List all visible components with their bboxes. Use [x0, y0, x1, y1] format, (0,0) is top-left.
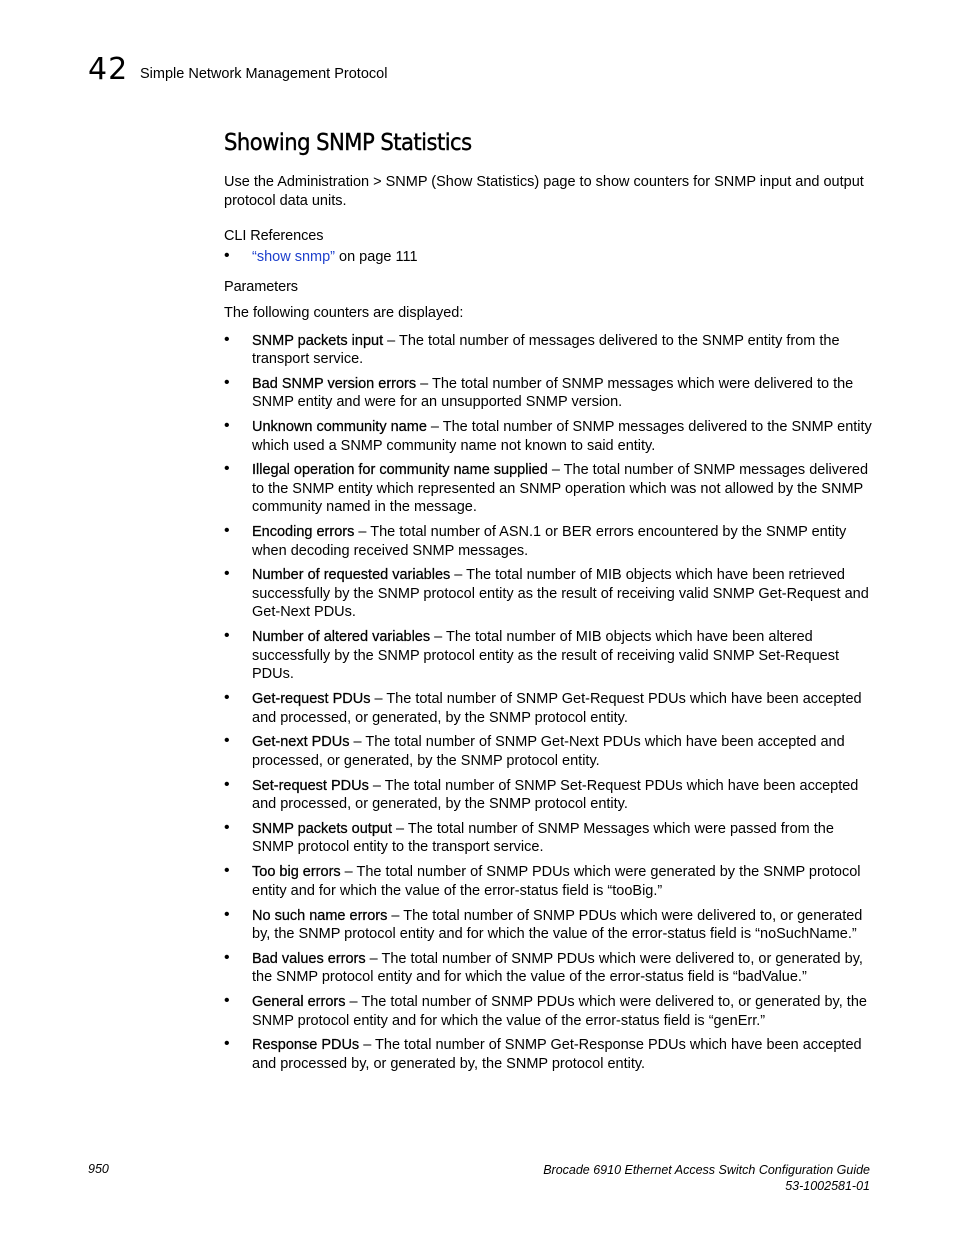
list-item — [224, 820, 872, 857]
list-item — [224, 566, 872, 622]
description: – The total number of SNMP messages delivered to the SNMP entity which used a SNMP community name not known to said entity. — [252, 419, 872, 454]
doc-title: Brocade 6910 Ethernet Access Switch Configuration Guide — [543, 1163, 870, 1177]
chapter-number: 42 — [88, 52, 129, 87]
bullet-icon: • — [224, 689, 230, 707]
term: General errors — [252, 994, 346, 1011]
term: Encoding errors — [252, 524, 355, 541]
footer-doc-info — [543, 1162, 870, 1194]
parameters-list — [224, 332, 872, 1074]
description: – The total number of MIB objects which have been retrieved successfully by the SNMP protocol entity as the result of receiving valid SNMP Get-Request and Get-Next PDUs. — [252, 567, 869, 621]
list-item — [224, 332, 872, 369]
term: Set-request PDUs — [252, 777, 369, 794]
bullet-icon: • — [224, 732, 230, 750]
list-item — [224, 1036, 872, 1073]
list-item — [224, 993, 872, 1030]
description: – The total number of SNMP messages delivered to the SNMP entity which represented an SNMP operation which was not allowed by the SNMP community named in the message. — [252, 462, 869, 516]
bullet-icon: • — [224, 627, 230, 645]
bullet-icon: • — [224, 818, 230, 836]
description: – The total number of SNMP PDUs which were delivered to, or generated by, the SNMP protocol entity and for which the value of the error-status field is “badValue.” — [252, 950, 863, 986]
parameters-heading: Parameters — [224, 278, 298, 295]
description: – The total number of SNMP Get-Response PDUs which have been accepted and processed by, or generated by, the SNMP protocol entity. — [252, 1037, 862, 1072]
list-item — [224, 690, 872, 727]
term: Unknown community name — [252, 419, 427, 436]
bullet-icon: • — [224, 565, 230, 583]
term: Bad values errors — [252, 950, 366, 967]
term: SNMP packets input — [252, 332, 384, 349]
description: – The total number of ASN.1 or BER errors encountered by the SNMP entity when decoding received SNMP messages. — [252, 524, 847, 559]
bullet-icon: • — [224, 373, 230, 391]
list-item — [224, 777, 872, 814]
term: Too big errors — [252, 864, 341, 881]
term: SNMP packets output — [252, 820, 392, 837]
list-item — [224, 863, 872, 900]
cli-references-heading: CLI References — [224, 228, 324, 244]
bullet-icon: • — [224, 522, 230, 540]
description: – The total number of SNMP Messages which were passed from the SNMP protocol entity to the transport service. — [252, 820, 834, 856]
description: – The total number of messages delivered to the SNMP entity from the transport service. — [252, 332, 840, 367]
list-item — [224, 733, 872, 770]
list-item — [224, 418, 872, 455]
term: Get-next PDUs — [252, 734, 350, 751]
section-title: Showing SNMP Statistics — [224, 130, 472, 156]
doc-number: 53-1002581-01 — [785, 1179, 870, 1193]
list-item — [224, 950, 872, 987]
description: – The total number of MIB objects which have been altered successfully by the SNMP protocol entity as the result of receiving valid SNMP Set-Request PDUs. — [252, 629, 839, 683]
term: Response PDUs — [252, 1037, 360, 1054]
term: Bad SNMP version errors — [252, 375, 417, 392]
bullet-icon: • — [224, 330, 230, 348]
list-item — [224, 375, 872, 412]
cli-reference-item — [224, 248, 872, 267]
description: – The total number of SNMP PDUs which were delivered to, or generated by, the SNMP protocol entity and for which the value of the error-status field is “noSuchName.” — [252, 907, 863, 943]
bullet-icon: • — [224, 948, 230, 966]
description: – The total number of SNMP Get-Next PDUs which have been accepted and processed, or generated, by the SNMP protocol entity. — [252, 734, 845, 769]
bullet-icon: • — [224, 417, 230, 435]
chapter-title: Simple Network Management Protocol — [140, 66, 388, 82]
list-item — [224, 628, 872, 684]
term: Get-request PDUs — [252, 691, 371, 708]
term: Number of altered variables — [252, 629, 431, 646]
page-number: 950 — [88, 1162, 109, 1176]
list-item — [224, 461, 872, 517]
description: – The total number of SNMP messages which were delivered to the SNMP entity and were for an unsupported SNMP version. — [252, 375, 854, 411]
description: – The total number of SNMP Get-Request PDUs which have been accepted and processed, or generated, by the SNMP protocol entity. — [252, 691, 862, 726]
list-item — [224, 907, 872, 944]
term: No such name errors — [252, 907, 388, 924]
bullet-icon: • — [224, 992, 230, 1010]
bullet-icon: • — [224, 460, 230, 478]
bullet-icon: • — [224, 775, 230, 793]
list-item — [224, 523, 872, 560]
section-intro: Use the Administration > SNMP (Show Statistics) page to show counters for SNMP input and output protocol data units. — [224, 174, 864, 209]
term: Number of requested variables — [252, 567, 451, 584]
cli-references-list — [224, 248, 872, 267]
parameters-lead: The following counters are displayed: — [224, 304, 464, 321]
page-content — [224, 130, 872, 1080]
bullet-icon: • — [224, 247, 230, 264]
term: Illegal operation for community name supplied — [252, 462, 548, 479]
show-snmp-link[interactable]: “show snmp” — [252, 249, 335, 265]
bullet-icon: • — [224, 1035, 230, 1053]
bullet-icon: • — [224, 905, 230, 923]
bullet-icon: • — [224, 862, 230, 880]
description: – The total number of SNMP PDUs which were generated by the SNMP protocol entity and for which the value of the error-status field is “tooBig.” — [252, 864, 861, 899]
page-reference: on page 111 — [335, 249, 418, 265]
description: – The total number of SNMP PDUs which were delivered to, or generated by, the SNMP protocol entity and for which the value of the error-status field is “genErr.” — [252, 994, 867, 1029]
description: – The total number of SNMP Set-Request PDUs which have been accepted and processed, or generated, by the SNMP protocol entity. — [252, 777, 859, 813]
